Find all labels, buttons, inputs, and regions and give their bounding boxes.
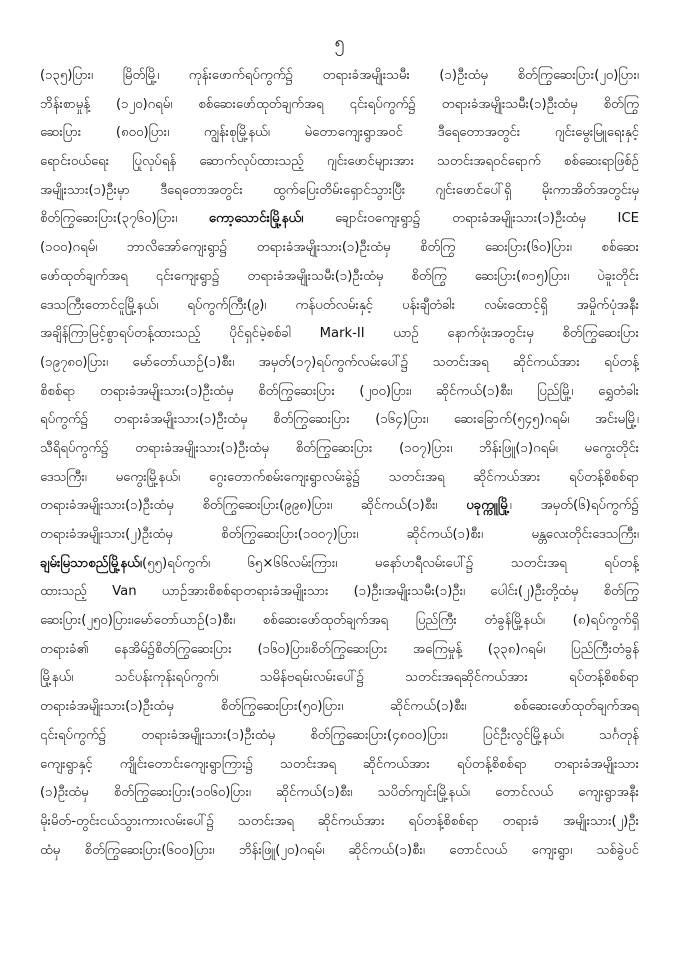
text-segment: မိုးမိတ်-တွင်းငယ်သွားကားလမ်းပေါ်၌ သတင်းအရ ဆိုင်ကယ်အား ရပ်တန့်စိစစ်ရာ တရားခံ အမျိုးသား(၂)ဦး <box>40 813 639 829</box>
text-line <box>40 292 639 321</box>
text-line <box>40 664 639 693</box>
text-line <box>40 349 639 378</box>
text-line <box>40 406 639 435</box>
text-segment: (၁၉၇၈၀)ပြား၊ မော်တော်ယာဉ်(၁)စီး၊ အမှတ်(၁၇)ရပ်ကွက်လမ်းပေါ်၌ သတင်းအရ ဆိုင်ကယ်အား ရပ်တန့် <box>40 354 639 370</box>
text-line <box>40 320 639 349</box>
text-segment: တရားခံ၏ နေအိမ်၌စိတ်ကြွဆေးပြား (၁၆၀)ပြား၊စိတ်ကြွဆေးပြား အကြေမှုန့် (၃၃၈)ဂရမ်၊ ပြည်ကြီးတံခွန် <box>40 641 639 657</box>
text-segment: ဆေးပြား(၂၅၀)ပြား၊မော်တော်ယာဉ်(၁)စီး၊ စစ်ဆေးဖော်ထုတ်ချက်အရ ပြည်ကြီး တံခွန်မြို့နယ်၊ (၈)ရပ်ကွက်ရှိ <box>40 613 639 629</box>
text-line <box>40 435 639 464</box>
bold-place-name: ချမ်းမြသာစည်မြို့နယ်၊ <box>40 555 142 571</box>
text-segment: ဆေးပြား (၈၀၀)ပြား၊ ကျွန်းစုမြို့နယ်၊ မဲတောကျေးရွာအဝင် ဒီရေတောအတွင်း ဂျင်းမွေးမြူရေးနှင့် <box>40 125 639 141</box>
text-segment: ဒေသကြီး၊ မကွေးမြို့နယ်၊ ဂွေးတောက်စမ်းကျေးရွာလမ်းခွဲ၌ သတင်းအရ ဆိုင်ကယ်အား ရပ်တန့်စိစစ်ရာ <box>40 469 639 485</box>
text-line <box>40 492 639 521</box>
text-line <box>40 808 639 837</box>
text-line <box>40 234 639 263</box>
text-line <box>40 263 639 292</box>
body-text <box>40 62 639 952</box>
text-line <box>40 636 639 665</box>
text-line <box>40 578 639 607</box>
text-segment: တရားခံအမျိုးသား(၁)ဦးထံမှ စိတ်ကြွဆေးပြား(၅၀)ပြား၊ ဆိုင်ကယ်(၁)စီး၊ စစ်ဆေးဖော်ထုတ်ချက်အရ <box>40 699 639 715</box>
text-line <box>40 91 639 120</box>
text-segment: ရောင်းဝယ်ရေး ပြုလုပ်ရန် ဆောက်လုပ်ထားသည့် ဂျင်းဖောင်များအား သတင်းအရဝင်ရောက် စစ်ဆေးရာဖြစ်ဉ် <box>40 154 639 170</box>
text-segment: စိစစ်ရာ တရားခံအမျိုးသား(၁)ဦးထံမှ စိတ်ကြွဆေးပြား (၂၀၀)ပြား၊ ဆိုင်ကယ်(၁)စီး၊ ပြည်မြို့၊ ရွှေတံခါး <box>40 383 639 399</box>
text-segment: ရပ်ကွက်၌ တရားခံအမျိုးသား(၁)ဦးထံမှ စိတ်ကြွဆေးပြား (၁၆၄)ပြား၊ ဆေးခြောက်(၅၄၅)ဂရမ်၊ အင်းမမြို့၊ <box>40 412 639 428</box>
text-segment: ကျေးရွာနှင့် ကျိုင်းတောင်းကျေးရွာကြား၌ သတင်းအရ ဆိုင်ကယ်အား ရပ်တန့်စိစစ်ရာ တရားခံအမျိုးသား <box>40 756 639 772</box>
text-line <box>40 148 639 177</box>
text-segment: (၁၃၅)ပြား၊ မြိတ်မြို့၊ ကုန်းဖောက်ရပ်ကွက်၌ တရားခံအမျိုးသမီး (၁)ဦးထံမှ စိတ်ကြွဆေးပြား(၂၀)ပြား၊ <box>40 68 639 83</box>
text-line <box>40 378 639 407</box>
text-segment: တရားခံအမျိုးသား(၂)ဦးထံမှ စိတ်ကြွဆေးပြား(၁၀၀၇)ပြား၊ ဆိုင်ကယ်(၁)စီး၊ မန္တလေးတိုင်းဒေသကြီး၊ <box>40 527 639 542</box>
text-segment: စိတ်ကြွဆေးပြား(၃၇၆၀)ပြား၊ <box>40 211 209 227</box>
text-segment: ချောင်းဝကျေးရွာ၌ တရားခံအမျိုးသား(၁)ဦးထံမှ ICE <box>303 211 639 227</box>
text-segment: ဖော်ထုတ်ချက်အရ ၎င်းကျေးရွာ၌ တရားခံအမျိုးသမီး(၁)ဦးထံမှ စိတ်ကြွ ဆေးပြား(၈၁၅)ပြား၊ ပဲခူးတိုင်း <box>40 268 639 284</box>
text-segment: (၁)ဦးထံမှ စိတ်ကြွဆေးပြား(၁၀၆၀)ပြား၊ ဆိုင်ကယ်(၁)စီး၊ သပိတ်ကျင်းမြို့နယ်၊ တောင်လယ် ကျေးရွာအနီး <box>40 785 639 801</box>
text-line <box>40 722 639 751</box>
text-segment: (၁၀၀)ဂရမ်၊ ဘာလိအော်ကျေးရွာ၌ တရားခံအမျိုးသား(၁)ဦးထံမှ စိတ်ကြွ ဆေးပြား(၆၀)ပြား၊ စစ်ဆေး <box>40 240 639 256</box>
text-segment: ထားသည့် Van ယာဉ်အားစိစစ်ရာတရားခံအမျိုးသား (၁)ဦး၊အမျိုးသမီး(၁)ဦး၊ ပေါင်း(၂)ဦးတို့ထံမှ စိတ်ကြွ <box>40 584 639 600</box>
text-line <box>40 693 639 722</box>
text-line <box>40 521 639 550</box>
text-line <box>40 464 639 493</box>
text-line <box>40 751 639 780</box>
text-line <box>40 550 639 579</box>
bold-place-name: ကော့သောင်းမြို့နယ်၊ <box>208 211 304 227</box>
text-segment: (၅၅)ရပ်ကွက်၊ ၆၅×၆၆လမ်းကြား၊ မနော်ဟရီလမ်းပေါ်၌ သတင်းအရ ရပ်တန့် <box>141 555 639 571</box>
page-number: ၅ <box>334 32 345 53</box>
text-line <box>40 62 639 91</box>
text-line <box>40 837 639 866</box>
text-segment: ဘိန်းစာမှုန့် (၁၂၀)ဂရမ်၊ စစ်ဆေးဖော်ထုတ်ချက်အရ ၎င်းရပ်ကွက်၌ တရားခံအမျိုးသမီး(၁)ဦးထံမှ စိတ်ကြွ <box>40 96 639 112</box>
text-segment: အချိန်ကြာမြင့်စွာရပ်တန့်ထားသည့် ပိုင်ရှင်မဲ့စစ်ခါ Mark-II ယာဉ် နောက်ဖုံးအတွင်းမှ စိတ်ကြွဆေးပြား <box>40 326 639 342</box>
text-segment: မြို့နယ်၊ သင်ပန်းကုန်းရပ်ကွက်၊ သမိန်ဗရမ်းလမ်းပေါ်၌ သတင်းအရဆိုင်ကယ်အား ရပ်တန့်စိစစ်ရာ <box>40 670 639 686</box>
text-segment: ၎င်းရပ်ကွက်၌ တရားခံအမျိုးသား(၁)ဦးထံမှ စိတ်ကြွဆေးပြား(၄၈၀၀)ပြား၊ ပြင်ဦးလွင်မြို့နယ်၊ သင်္ဂတုန် <box>40 727 639 743</box>
text-segment: အမျိုးသား(၁)ဦးမှာ ဒီရေတောအတွင်း ထွက်ပြေးတိမ်းရှောင်သွားပြီး ဂျင်းဖောင်ပေါ်ရှိ မိုးကာအိတ်အတွင်းမှ <box>40 182 639 198</box>
text-line <box>40 177 639 206</box>
text-segment: ၊ အမှတ်(၆)ရပ်ကွက်၌ <box>509 498 639 514</box>
text-line <box>40 779 639 808</box>
text-line <box>40 205 639 234</box>
text-segment: သီရိရပ်ကွက်၌ တရားခံအမျိုးသား(၁)ဦးထံမှ စိတ်ကြွဆေးပြား (၁၀၇)ပြား၊ ဘိန်းဖြူ(၁)ဂရမ်၊ မကွေးတိုင်း <box>40 440 639 456</box>
text-line <box>40 607 639 636</box>
text-segment: ဒေသကြီးတောင်ငူမြို့နယ်၊ ရပ်ကွက်ကြီး(၉)၊ ကန်ပတ်လမ်းနှင့် ပန်းချီတံခါး လမ်းထောင့်ရှိ အမှိုက်ပုံအနီး <box>40 297 639 313</box>
text-segment: တရားခံအမျိုးသား(၁)ဦးထံမှ စိတ်ကြွဆေးပြား(၉၉၈)ပြား၊ ဆိုင်ကယ်(၁)စီး၊ <box>40 498 467 514</box>
bold-place-name: ပခုက္ကူမြို့ <box>466 498 510 514</box>
text-segment: ထံမှ စိတ်ကြွဆေးပြား(၆၀၀)ပြား၊ ဘိန်းဖြူ(၂၀)ဂရမ်၊ ဆိုင်ကယ်(၁)စီး၊ တောင်လယ် ကျေးရွာ၊ သစ်ခွဲပင် <box>40 842 639 858</box>
text-line <box>40 119 639 148</box>
